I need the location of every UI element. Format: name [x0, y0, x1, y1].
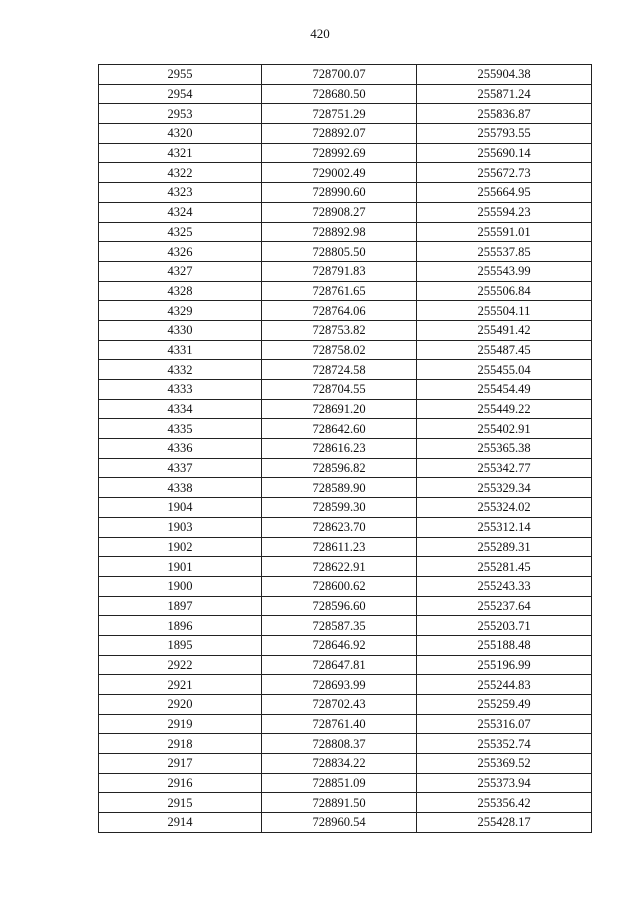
- x-coordinate-cell: 728589.90: [262, 478, 417, 498]
- table-row: [99, 380, 592, 400]
- x-coordinate-cell: 728908.27: [262, 202, 417, 222]
- x-coordinate-cell: 728791.83: [262, 261, 417, 281]
- table-row: [99, 183, 592, 203]
- table-row: [99, 695, 592, 715]
- table-row: [99, 242, 592, 262]
- point-number-cell: 1904: [99, 498, 262, 518]
- point-number-cell: 4326: [99, 242, 262, 262]
- point-number-cell: 2918: [99, 734, 262, 754]
- point-number-cell: 1896: [99, 616, 262, 636]
- coordinates-table: [98, 64, 592, 833]
- table-row: [99, 163, 592, 183]
- x-coordinate-cell: 728892.98: [262, 222, 417, 242]
- table-row: [99, 261, 592, 281]
- x-coordinate-cell: 728642.60: [262, 419, 417, 439]
- x-coordinate-cell: 728753.82: [262, 320, 417, 340]
- point-number-cell: 4320: [99, 124, 262, 144]
- y-coordinate-cell: 255316.07: [417, 714, 592, 734]
- table-row: [99, 773, 592, 793]
- point-number-cell: 2922: [99, 655, 262, 675]
- x-coordinate-cell: 728764.06: [262, 301, 417, 321]
- table-row: [99, 596, 592, 616]
- table-row: [99, 222, 592, 242]
- y-coordinate-cell: 255454.49: [417, 380, 592, 400]
- table-row: [99, 399, 592, 419]
- point-number-cell: 4331: [99, 340, 262, 360]
- x-coordinate-cell: 728704.55: [262, 380, 417, 400]
- x-coordinate-cell: 728990.60: [262, 183, 417, 203]
- table-row: [99, 104, 592, 124]
- y-coordinate-cell: 255281.45: [417, 557, 592, 577]
- table-row: [99, 84, 592, 104]
- x-coordinate-cell: 728751.29: [262, 104, 417, 124]
- table-row: [99, 458, 592, 478]
- x-coordinate-cell: 728992.69: [262, 143, 417, 163]
- point-number-cell: 4328: [99, 281, 262, 301]
- table-row: [99, 576, 592, 596]
- y-coordinate-cell: 255428.17: [417, 813, 592, 833]
- point-number-cell: 1901: [99, 557, 262, 577]
- x-coordinate-cell: 728851.09: [262, 773, 417, 793]
- point-number-cell: 4337: [99, 458, 262, 478]
- point-number-cell: 2919: [99, 714, 262, 734]
- x-coordinate-cell: 728646.92: [262, 635, 417, 655]
- table-row: [99, 537, 592, 557]
- table-row: [99, 320, 592, 340]
- table-row: [99, 281, 592, 301]
- table-row: [99, 616, 592, 636]
- point-number-cell: 2955: [99, 65, 262, 85]
- point-number-cell: 2954: [99, 84, 262, 104]
- point-number-cell: 4336: [99, 439, 262, 459]
- x-coordinate-cell: 728702.43: [262, 695, 417, 715]
- point-number-cell: 4327: [99, 261, 262, 281]
- y-coordinate-cell: 255836.87: [417, 104, 592, 124]
- point-number-cell: 4325: [99, 222, 262, 242]
- y-coordinate-cell: 255329.34: [417, 478, 592, 498]
- point-number-cell: 2917: [99, 754, 262, 774]
- y-coordinate-cell: 255342.77: [417, 458, 592, 478]
- table-row: [99, 65, 592, 85]
- table-row: [99, 635, 592, 655]
- point-number-cell: 2953: [99, 104, 262, 124]
- x-coordinate-cell: 728587.35: [262, 616, 417, 636]
- table-row: [99, 734, 592, 754]
- y-coordinate-cell: 255259.49: [417, 695, 592, 715]
- y-coordinate-cell: 255373.94: [417, 773, 592, 793]
- y-coordinate-cell: 255352.74: [417, 734, 592, 754]
- point-number-cell: 2915: [99, 793, 262, 813]
- point-number-cell: 1895: [99, 635, 262, 655]
- table-row: [99, 202, 592, 222]
- point-number-cell: 4322: [99, 163, 262, 183]
- y-coordinate-cell: 255188.48: [417, 635, 592, 655]
- y-coordinate-cell: 255455.04: [417, 360, 592, 380]
- x-coordinate-cell: 728892.07: [262, 124, 417, 144]
- y-coordinate-cell: 255664.95: [417, 183, 592, 203]
- point-number-cell: 4335: [99, 419, 262, 439]
- y-coordinate-cell: 255356.42: [417, 793, 592, 813]
- point-number-cell: 4334: [99, 399, 262, 419]
- table-row: [99, 793, 592, 813]
- table-row: [99, 143, 592, 163]
- table-row: [99, 675, 592, 695]
- x-coordinate-cell: 728623.70: [262, 517, 417, 537]
- table-row: [99, 557, 592, 577]
- x-coordinate-cell: 728724.58: [262, 360, 417, 380]
- point-number-cell: 4338: [99, 478, 262, 498]
- point-number-cell: 4333: [99, 380, 262, 400]
- y-coordinate-cell: 255449.22: [417, 399, 592, 419]
- x-coordinate-cell: 728960.54: [262, 813, 417, 833]
- y-coordinate-cell: 255543.99: [417, 261, 592, 281]
- table-row: [99, 655, 592, 675]
- table-row: [99, 360, 592, 380]
- x-coordinate-cell: 728647.81: [262, 655, 417, 675]
- y-coordinate-cell: 255369.52: [417, 754, 592, 774]
- x-coordinate-cell: 728622.91: [262, 557, 417, 577]
- point-number-cell: 4323: [99, 183, 262, 203]
- table-row: [99, 714, 592, 734]
- y-coordinate-cell: 255537.85: [417, 242, 592, 262]
- x-coordinate-cell: 728680.50: [262, 84, 417, 104]
- point-number-cell: 4329: [99, 301, 262, 321]
- x-coordinate-cell: 728891.50: [262, 793, 417, 813]
- table-row: [99, 439, 592, 459]
- point-number-cell: 1902: [99, 537, 262, 557]
- y-coordinate-cell: 255203.71: [417, 616, 592, 636]
- x-coordinate-cell: 728805.50: [262, 242, 417, 262]
- table-row: [99, 813, 592, 833]
- point-number-cell: 1897: [99, 596, 262, 616]
- point-number-cell: 4332: [99, 360, 262, 380]
- x-coordinate-cell: 728616.23: [262, 439, 417, 459]
- point-number-cell: 1900: [99, 576, 262, 596]
- x-coordinate-cell: 728834.22: [262, 754, 417, 774]
- x-coordinate-cell: 728596.60: [262, 596, 417, 616]
- y-coordinate-cell: 255237.64: [417, 596, 592, 616]
- y-coordinate-cell: 255690.14: [417, 143, 592, 163]
- table-row: [99, 419, 592, 439]
- y-coordinate-cell: 255487.45: [417, 340, 592, 360]
- point-number-cell: 2920: [99, 695, 262, 715]
- point-number-cell: 4330: [99, 320, 262, 340]
- y-coordinate-cell: 255594.23: [417, 202, 592, 222]
- y-coordinate-cell: 255672.73: [417, 163, 592, 183]
- table-row: [99, 517, 592, 537]
- x-coordinate-cell: 729002.49: [262, 163, 417, 183]
- x-coordinate-cell: 728596.82: [262, 458, 417, 478]
- point-number-cell: 1903: [99, 517, 262, 537]
- point-number-cell: 2921: [99, 675, 262, 695]
- y-coordinate-cell: 255871.24: [417, 84, 592, 104]
- y-coordinate-cell: 255504.11: [417, 301, 592, 321]
- table-row: [99, 340, 592, 360]
- table-row: [99, 301, 592, 321]
- x-coordinate-cell: 728693.99: [262, 675, 417, 695]
- y-coordinate-cell: 255312.14: [417, 517, 592, 537]
- point-number-cell: 4321: [99, 143, 262, 163]
- table-row: [99, 478, 592, 498]
- point-number-cell: 2914: [99, 813, 262, 833]
- y-coordinate-cell: 255402.91: [417, 419, 592, 439]
- coordinates-table-body: [99, 65, 592, 833]
- x-coordinate-cell: 728758.02: [262, 340, 417, 360]
- x-coordinate-cell: 728700.07: [262, 65, 417, 85]
- x-coordinate-cell: 728599.30: [262, 498, 417, 518]
- y-coordinate-cell: 255591.01: [417, 222, 592, 242]
- x-coordinate-cell: 728611.23: [262, 537, 417, 557]
- page-number: 420: [310, 26, 330, 41]
- y-coordinate-cell: 255506.84: [417, 281, 592, 301]
- x-coordinate-cell: 728600.62: [262, 576, 417, 596]
- y-coordinate-cell: 255289.31: [417, 537, 592, 557]
- y-coordinate-cell: 255196.99: [417, 655, 592, 675]
- y-coordinate-cell: 255365.38: [417, 439, 592, 459]
- x-coordinate-cell: 728691.20: [262, 399, 417, 419]
- y-coordinate-cell: 255491.42: [417, 320, 592, 340]
- y-coordinate-cell: 255243.33: [417, 576, 592, 596]
- point-number-cell: 2916: [99, 773, 262, 793]
- table-row: [99, 498, 592, 518]
- x-coordinate-cell: 728761.40: [262, 714, 417, 734]
- x-coordinate-cell: 728808.37: [262, 734, 417, 754]
- y-coordinate-cell: 255904.38: [417, 65, 592, 85]
- x-coordinate-cell: 728761.65: [262, 281, 417, 301]
- y-coordinate-cell: 255793.55: [417, 124, 592, 144]
- point-number-cell: 4324: [99, 202, 262, 222]
- table-row: [99, 124, 592, 144]
- y-coordinate-cell: 255244.83: [417, 675, 592, 695]
- table-row: [99, 754, 592, 774]
- y-coordinate-cell: 255324.02: [417, 498, 592, 518]
